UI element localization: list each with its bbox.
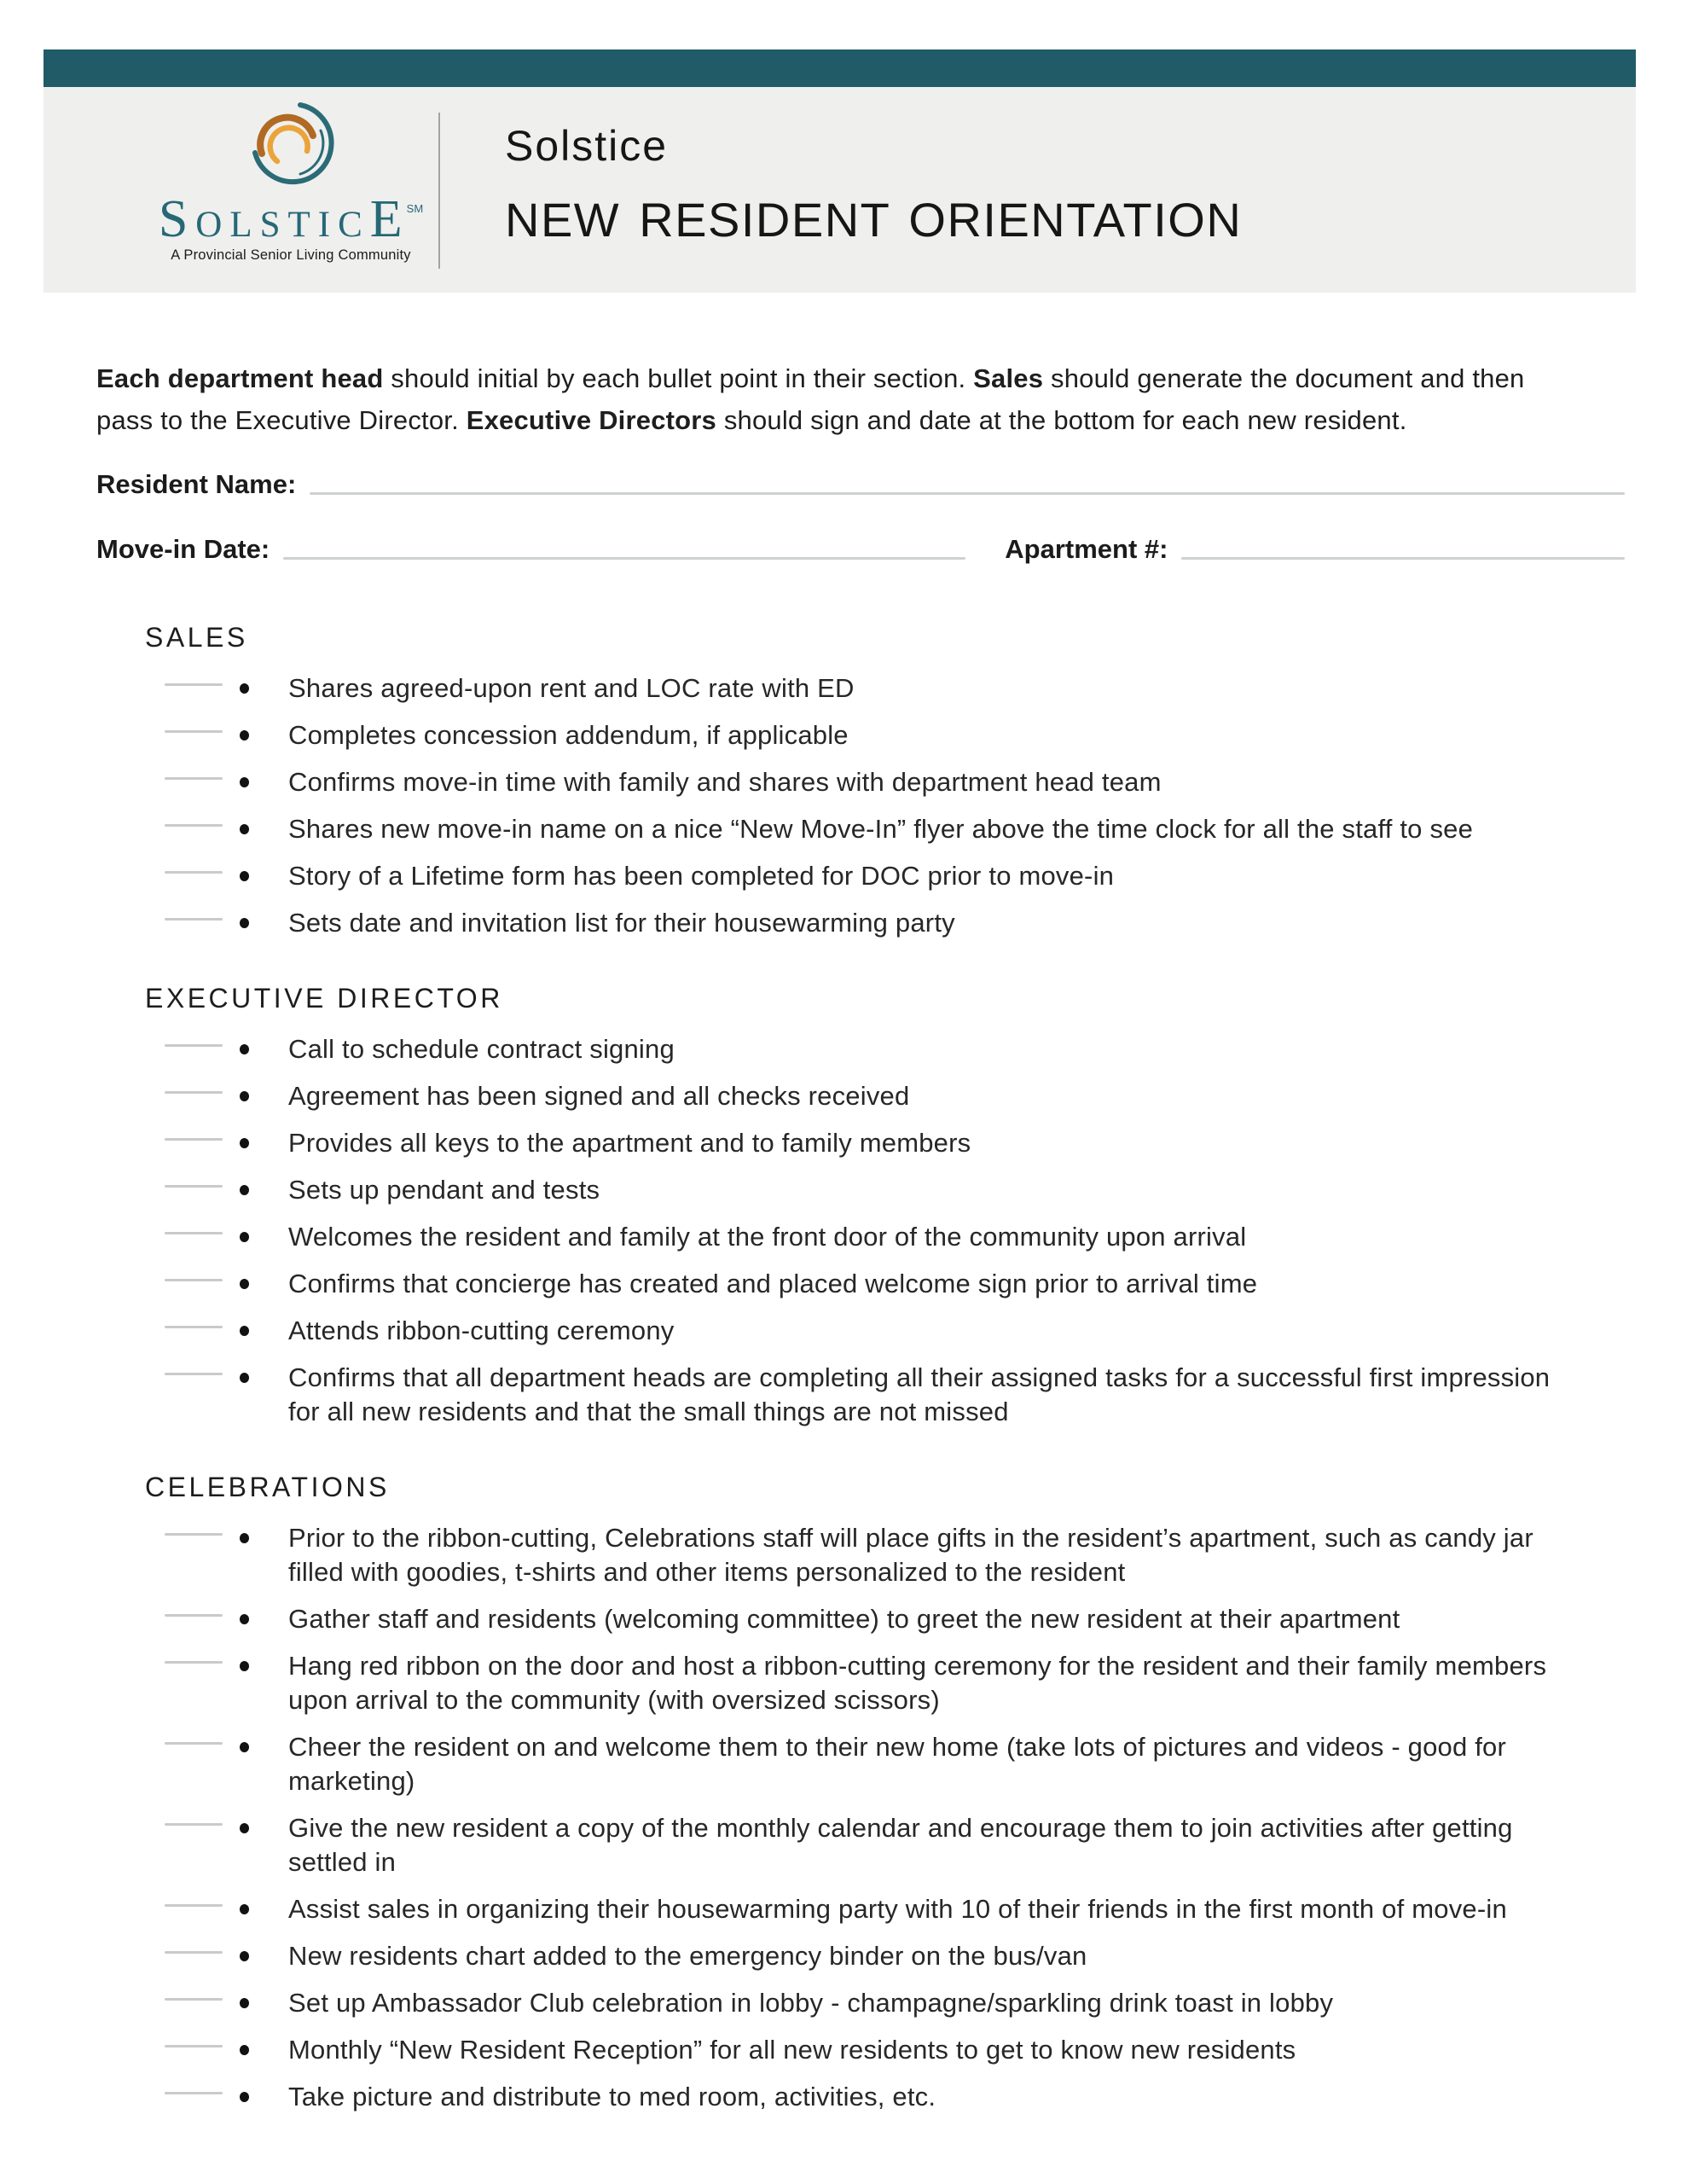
header-divider [438, 113, 440, 269]
move-in-date-input-line[interactable] [283, 557, 965, 560]
checklist-item-text: Attends ribbon-cutting ceremony [288, 1316, 675, 1345]
checklist-item [145, 1602, 1625, 1636]
checklist-item-text: Provides all keys to the apartment and to family members [288, 1128, 971, 1158]
checklist-item [145, 1811, 1625, 1879]
checklist-sections [96, 620, 1625, 2114]
bullet-icon [240, 1742, 249, 1752]
service-mark: SM [406, 202, 424, 215]
initials-input-line[interactable] [165, 824, 223, 827]
bullet-icon [240, 871, 249, 881]
checklist-item-text: Welcomes the resident and family at the front door of the community upon arrival [288, 1222, 1247, 1252]
bullet-icon [240, 1998, 249, 2008]
solstice-logo [120, 87, 461, 293]
bullet-icon [240, 1326, 249, 1336]
initials-input-line[interactable] [165, 1373, 223, 1375]
apartment-number-input-line[interactable] [1181, 557, 1625, 560]
bullet-icon [240, 1951, 249, 1961]
checklist-item-text: Prior to the ribbon-cutting, Celebrations staff will place gifts in the resident’s apartment, such as candy jar filled with goodies, t-shirts and other items personalized to the resident [288, 1523, 1533, 1587]
document-header [43, 87, 1636, 293]
checklist-item [145, 812, 1625, 846]
bullet-icon [240, 1279, 249, 1289]
checklist-item [145, 1126, 1625, 1160]
section-heading-celebrations: CELEBRATIONS [145, 1472, 390, 1502]
checklist-item [145, 1220, 1625, 1254]
checklist-item [145, 1314, 1625, 1348]
checklist-item-text: Agreement has been signed and all checks received [288, 1081, 910, 1111]
initials-input-line[interactable] [165, 683, 223, 686]
initials-input-line[interactable] [165, 2092, 223, 2094]
checklist-item [145, 1892, 1625, 1926]
checklist-item [145, 1267, 1625, 1301]
bullet-icon [240, 683, 249, 694]
checklist [145, 1032, 1625, 1429]
document-body [0, 293, 1687, 2127]
initials-input-line[interactable] [165, 1742, 223, 1745]
checklist-item-text: Shares new move-in name on a nice “New Move-In” flyer above the time clock for all the staff to see [288, 814, 1474, 844]
checklist-item-text: Confirms that concierge has created and placed welcome sign prior to arrival time [288, 1269, 1258, 1298]
checklist-item-text: Sets up pendant and tests [288, 1175, 600, 1205]
bullet-icon [240, 730, 249, 741]
checklist-item-text: Gather staff and residents (welcoming committee) to greet the new resident at their apartment [288, 1604, 1400, 1634]
checklist-item-text: Give the new resident a copy of the monthly calendar and encourage them to join activities after getting settled in [288, 1813, 1513, 1877]
initials-input-line[interactable] [165, 1823, 223, 1826]
bullet-icon [240, 1091, 249, 1101]
initials-input-line[interactable] [165, 1533, 223, 1536]
move-in-date-label: Move-in Date: [96, 534, 270, 564]
bullet-icon [240, 1661, 249, 1671]
initials-input-line[interactable] [165, 1904, 223, 1907]
bullet-icon [240, 2092, 249, 2102]
initials-input-line[interactable] [165, 1661, 223, 1664]
checklist-item [145, 906, 1625, 940]
initials-input-line[interactable] [165, 871, 223, 874]
checklist-item [145, 1032, 1625, 1066]
checklist-item-text: Call to schedule contract signing [288, 1034, 675, 1064]
checklist [145, 1521, 1625, 2114]
solstice-wordmark: SOLSTICE℠ [158, 190, 424, 248]
checklist-item-text: Shares agreed-upon rent and LOC rate with ED [288, 673, 855, 703]
initials-input-line[interactable] [165, 1951, 223, 1954]
checklist-item [145, 859, 1625, 893]
checklist-item-text: Confirms move-in time with family and shares with department head team [288, 767, 1162, 797]
header-accent-bar [43, 49, 1636, 87]
initials-input-line[interactable] [165, 1044, 223, 1047]
resident-name-field [96, 467, 1625, 502]
intro-paragraph: Each department head should initial by each bullet point in their section. Sales should generate the document and then pass to the Executive Director. Executive Directors should sign and date at the bottom for each new resident. [96, 363, 1525, 435]
checklist-item [145, 2080, 1625, 2114]
initials-input-line[interactable] [165, 1138, 223, 1141]
checklist-item-text: Assist sales in organizing their housewarming party with 10 of their friends in the first month of move-in [288, 1894, 1507, 1924]
bullet-icon [240, 1904, 249, 1914]
initials-input-line[interactable] [165, 2045, 223, 2048]
bullet-icon [240, 824, 249, 834]
checklist-item-text: New residents chart added to the emergency binder on the bus/van [288, 1941, 1087, 1971]
bullet-icon [240, 1614, 249, 1624]
bullet-icon [240, 2045, 249, 2055]
department-section [145, 1470, 1625, 2114]
checklist-item [145, 1649, 1625, 1717]
checklist-item [145, 1730, 1625, 1798]
checklist-item [145, 2033, 1625, 2067]
bullet-icon [240, 918, 249, 928]
initials-input-line[interactable] [165, 1998, 223, 2001]
checklist-item-text: Cheer the resident on and welcome them to their new home (take lots of pictures and videos - good for marketing) [288, 1732, 1507, 1796]
initials-input-line[interactable] [165, 1614, 223, 1617]
checklist-item [145, 765, 1625, 799]
document-brand-title: Solstice [505, 122, 669, 170]
move-in-apartment-fields [96, 531, 1625, 567]
solstice-sun-swirl-icon [246, 99, 335, 188]
bullet-icon [240, 1185, 249, 1195]
checklist-item [145, 1173, 1625, 1207]
checklist-item-text: Story of a Lifetime form has been completed for DOC prior to move-in [288, 861, 1115, 891]
checklist-item [145, 1521, 1625, 1589]
section-heading-executive-director: EXECUTIVE DIRECTOR [145, 983, 503, 1014]
resident-name-input-line[interactable] [310, 492, 1625, 495]
header-titles [505, 87, 1619, 293]
initials-input-line[interactable] [165, 918, 223, 921]
bullet-icon [240, 1533, 249, 1543]
bullet-icon [240, 1823, 249, 1833]
checklist-item [145, 1986, 1625, 2020]
checklist-item-text: Hang red ribbon on the door and host a ribbon-cutting ceremony for the resident and their family members upon arrival to the community (with oversized scissors) [288, 1651, 1547, 1715]
initials-input-line[interactable] [165, 730, 223, 733]
checklist-item-text: Sets date and invitation list for their housewarming party [288, 908, 955, 938]
initials-input-line[interactable] [165, 1185, 223, 1188]
initials-input-line[interactable] [165, 1232, 223, 1234]
department-section [145, 620, 1625, 940]
initials-input-line[interactable] [165, 777, 223, 780]
apartment-number-label: Apartment #: [1005, 534, 1168, 564]
checklist-item [145, 671, 1625, 706]
checklist-item-text: Set up Ambassador Club celebration in lobby - champagne/sparkling drink toast in lobby [288, 1988, 1334, 2018]
checklist-item-text: Monthly “New Resident Reception” for all new residents to get to know new residents [288, 2035, 1296, 2065]
logo-tagline: A Provincial Senior Living Community [171, 247, 411, 263]
section-heading-sales: SALES [145, 622, 248, 653]
bullet-icon [240, 1138, 249, 1148]
checklist-item [145, 718, 1625, 752]
bullet-icon [240, 1044, 249, 1054]
page-title: NEW RESIDENT ORIENTATION [505, 193, 1243, 247]
bullet-icon [240, 1373, 249, 1383]
initials-input-line[interactable] [165, 1091, 223, 1094]
checklist-item [145, 1079, 1625, 1113]
bullet-icon [240, 777, 249, 787]
resident-name-label: Resident Name: [96, 469, 297, 499]
initials-input-line[interactable] [165, 1279, 223, 1281]
checklist [145, 671, 1625, 940]
checklist-item-text: Confirms that all department heads are completing all their assigned tasks for a successful first impression for all new residents and that the small things are not missed [288, 1362, 1551, 1426]
bullet-icon [240, 1232, 249, 1242]
department-section [145, 981, 1625, 1429]
checklist-item [145, 1361, 1625, 1429]
checklist-item [145, 1939, 1625, 1973]
checklist-item-text: Take picture and distribute to med room, activities, etc. [288, 2082, 936, 2111]
initials-input-line[interactable] [165, 1326, 223, 1328]
checklist-item-text: Completes concession addendum, if applicable [288, 720, 849, 750]
